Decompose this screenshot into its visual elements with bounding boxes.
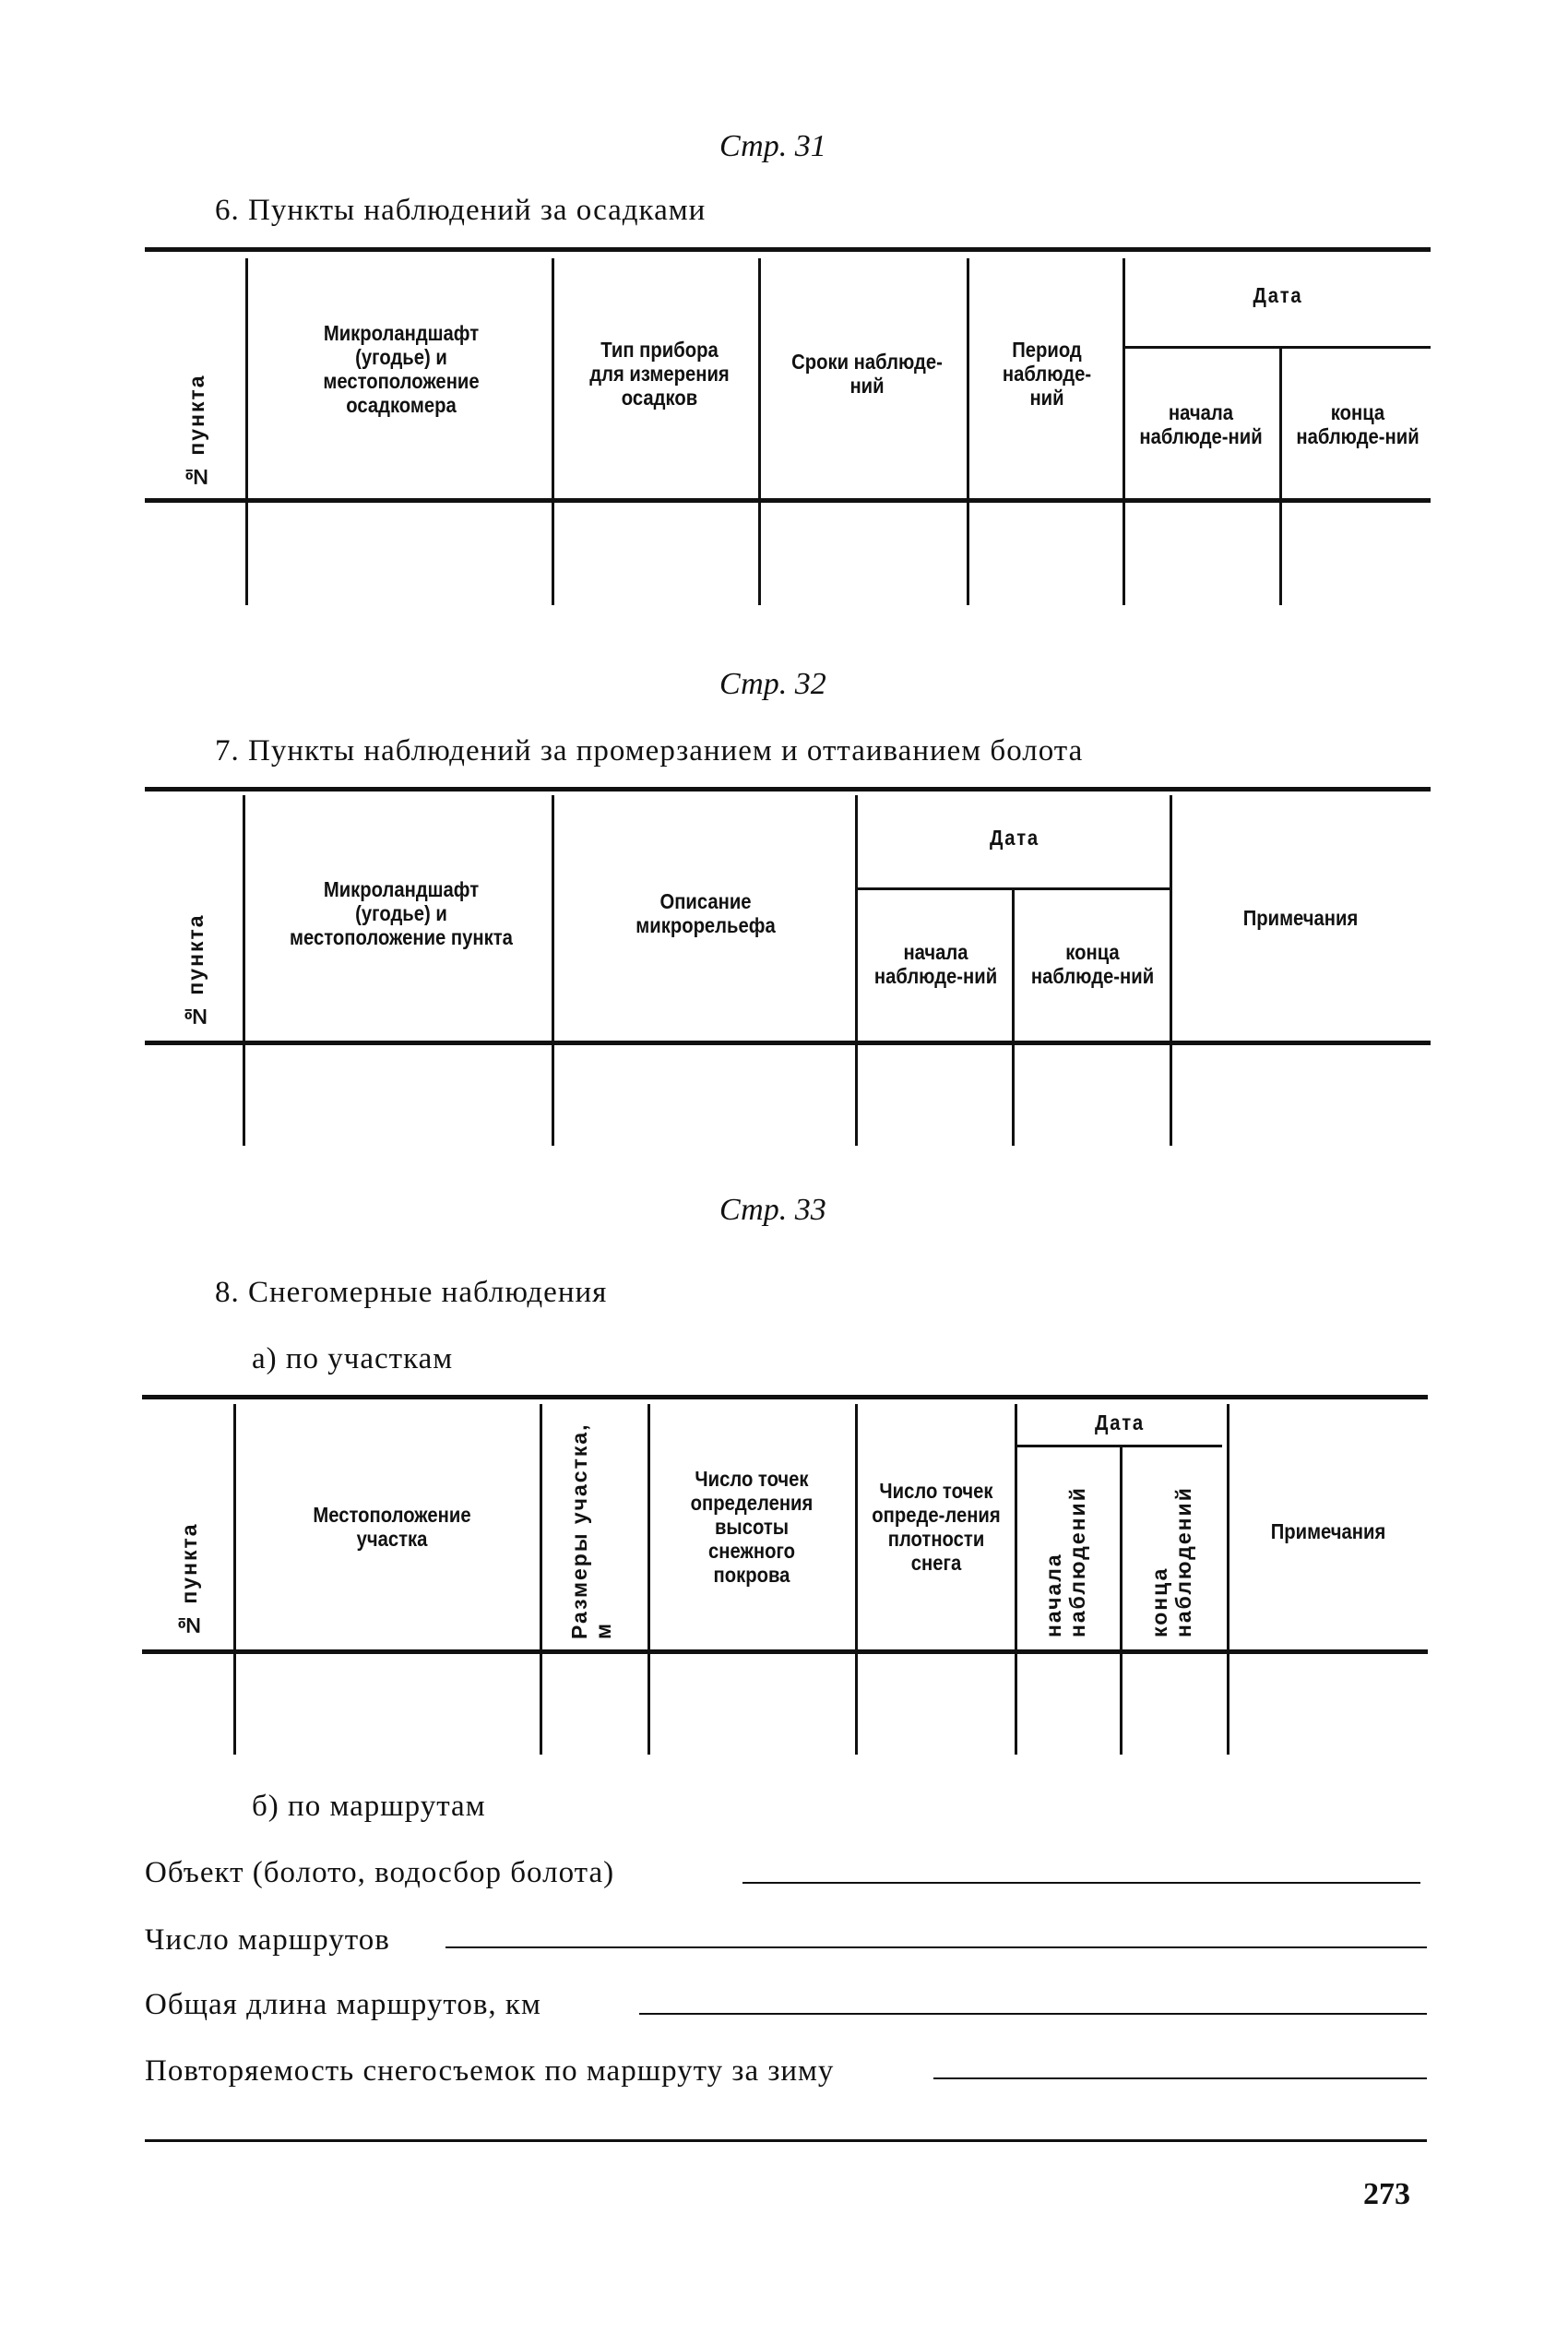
section-heading-7: 7. Пункты наблюдений за промерзанием и оттаиванием болота [215, 734, 1084, 768]
table-rule [233, 1404, 236, 1755]
table-rule [967, 258, 969, 605]
header-height-points: Число точек определения высоты снежного покрова [690, 1467, 814, 1587]
table-rule [855, 1404, 858, 1755]
table-rule [647, 1404, 650, 1755]
header-density-points: Число точек опреде-ления плотности снега [872, 1479, 1001, 1575]
page-caption-31: Стр. 31 [719, 129, 826, 163]
field-line-route-count[interactable] [445, 1946, 1427, 1948]
header-cell-num [145, 1407, 233, 1647]
header-size: Размеры участка, м [567, 1422, 615, 1639]
table-rule [145, 247, 1431, 252]
header-start: начала наблюде-ний [1139, 400, 1263, 448]
table-rule [142, 1395, 1428, 1399]
header-notes: Примечания [1270, 1519, 1386, 1543]
header-relief: Описание микрорельефа [636, 889, 776, 937]
header-period: Период наблюде-ний [1002, 338, 1092, 410]
header-end: конца наблюде-ний [1296, 400, 1420, 448]
field-label-total-length: Общая длина маршрутов, км [145, 1988, 541, 2021]
section-heading-6: 6. Пункты наблюдений за осадками [215, 194, 707, 227]
table-rule [855, 795, 858, 1146]
header-cell-end [1123, 1458, 1227, 1642]
table-rule [245, 258, 248, 605]
table-rule [1170, 795, 1172, 1146]
table-rule [145, 787, 1431, 792]
field-line-repeatability[interactable] [933, 2077, 1427, 2079]
field-line-object[interactable] [742, 1882, 1420, 1884]
table-rule [243, 795, 245, 1146]
header-num: № пункта [177, 1522, 201, 1637]
subheading-a: а) по участкам [252, 1342, 454, 1375]
header-notes: Примечания [1242, 906, 1359, 930]
table-rule [1012, 890, 1015, 1146]
table-rule [145, 498, 1431, 503]
table-rule [1123, 258, 1125, 605]
table-rule [552, 795, 554, 1146]
field-label-repeatability: Повторяемость снегосъемок по маршруту за зиму [145, 2054, 835, 2088]
table-rule [1227, 1404, 1229, 1755]
table-rule [142, 1649, 1428, 1654]
section-heading-8: 8. Снегомерные наблюдения [215, 1276, 608, 1309]
header-terms: Сроки наблюде-ний [791, 350, 943, 398]
page-caption-33: Стр. 33 [719, 1193, 826, 1227]
header-cell-start [1017, 1458, 1120, 1642]
header-end: конца наблюдений [1146, 1486, 1195, 1637]
header-start: начала наблюде-ний [873, 940, 998, 988]
header-start: начала наблюдений [1040, 1486, 1089, 1637]
header-cell-num [148, 798, 243, 1038]
header-num: № пункта [183, 913, 208, 1029]
header-device: Тип прибора для измерения осадков [589, 338, 730, 410]
header-date: Дата [990, 826, 1039, 850]
header-num: № пункта [184, 374, 208, 489]
header-date: Дата [1253, 283, 1303, 307]
table-rule [1279, 349, 1282, 605]
header-cell-num [148, 258, 245, 496]
table-rule [145, 1041, 1431, 1045]
header-end: конца наблюде-ний [1030, 940, 1155, 988]
header-micro: Микроландшафт (угодье) и местоположение пункта [290, 877, 513, 949]
table-rule [552, 258, 554, 605]
field-label-object: Объект (болото, водосбор болота) [145, 1856, 615, 1889]
header-location: Местоположение участка [313, 1503, 471, 1551]
header-date: Дата [1095, 1411, 1145, 1434]
table-rule [1125, 346, 1431, 349]
header-micro: Микроландшафт (угодье) и местоположение осадкомера [323, 321, 480, 417]
table-rule [758, 258, 761, 605]
field-line-total-length[interactable] [639, 2013, 1427, 2015]
page-bottom-rule [145, 2139, 1427, 2142]
page-number: 273 [1363, 2177, 1410, 2211]
page-caption-32: Стр. 32 [719, 667, 826, 701]
field-label-route-count: Число маршрутов [145, 1923, 390, 1957]
header-cell-size [542, 1404, 647, 1646]
subheading-b: б) по маршрутам [252, 1790, 486, 1823]
table-rule [858, 887, 1171, 890]
